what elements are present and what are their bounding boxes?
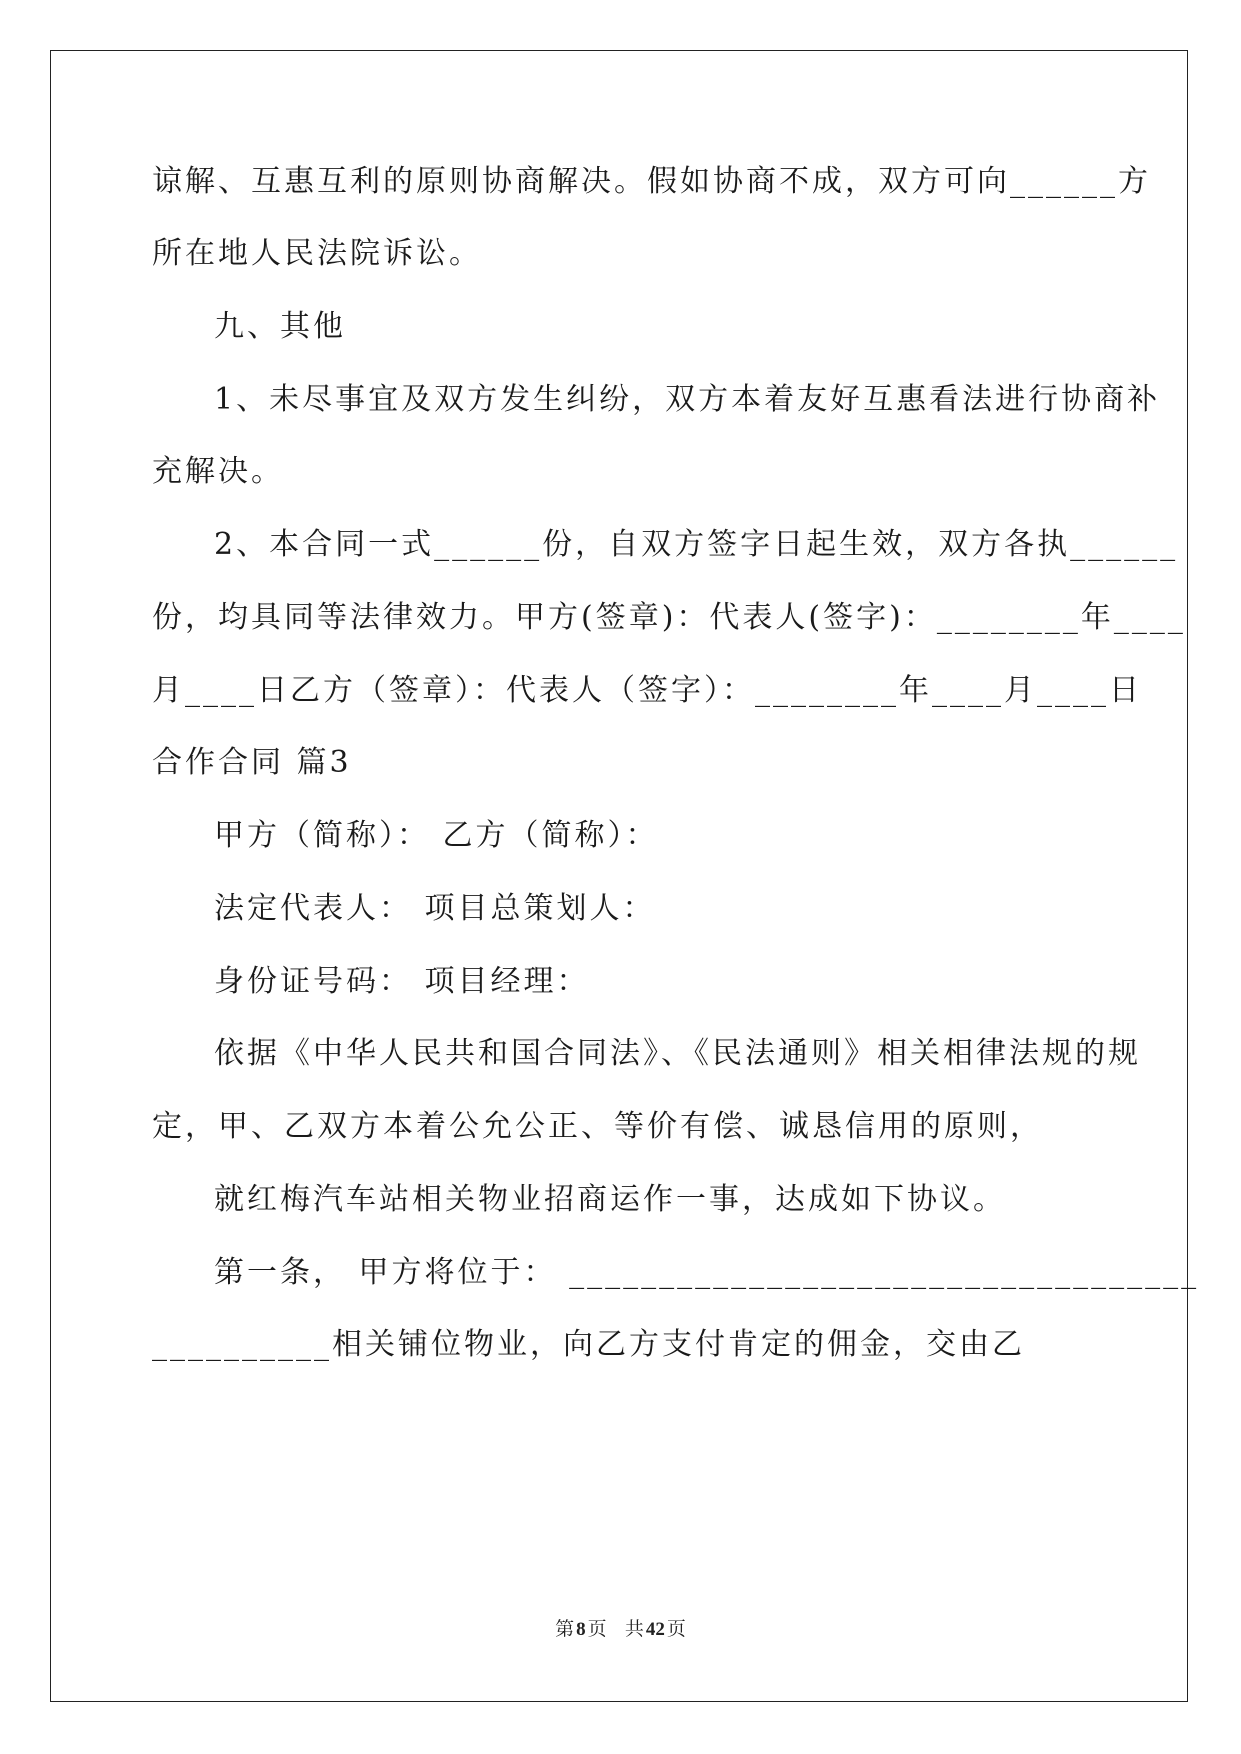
paragraph-line: 就红梅汽车站相关物业招商运作一事，达成如下协议。	[214, 1182, 1006, 1217]
page-prefix: 第	[555, 1619, 575, 1640]
paragraph-line: 1、未尽事宜及双方发生纠纷，双方本着友好互惠看法进行协商补	[214, 382, 1161, 417]
page-suffix: 页	[587, 1619, 607, 1640]
paragraph-line: 谅解、互惠互利的原则协商解决。假如协商不成，双方可向______方	[152, 164, 1151, 199]
page-border	[50, 50, 1188, 1702]
party-line: 法定代表人： 项目总策划人：	[214, 891, 656, 926]
party-line: 甲方（简称）： 乙方（简称）：	[214, 818, 659, 853]
total-pages: 42	[645, 1619, 665, 1640]
paragraph-line: 所在地人民法院诉讼。	[152, 236, 482, 271]
paragraph-line: 依据《中华人民共和国合同法》、《民法通则》相关相律法规的规	[214, 1036, 1141, 1071]
paragraph-line: 月____日乙方（签章）：代表人（签字）：________年____月____日	[152, 673, 1142, 708]
paragraph-line: __________相关铺位物业，向乙方支付肯定的佣金，交由乙	[152, 1327, 1025, 1362]
section-heading: 九、其他	[214, 309, 346, 344]
total-prefix: 共	[624, 1619, 644, 1640]
party-line: 身份证号码： 项目经理：	[214, 964, 590, 999]
paragraph-line: 2、本合同一式______份，自双方签字日起生效，双方各执______	[214, 527, 1179, 562]
total-suffix: 页	[666, 1619, 686, 1640]
page-number: 8	[576, 1619, 586, 1640]
section-title: 合作合同 篇3	[152, 745, 352, 780]
paragraph-line: 定，甲、乙双方本着公允公正、等价有偿、诚恳信用的原则，	[152, 1109, 1043, 1144]
article-line: 第一条， 甲方将位于： ___________________________________	[214, 1255, 1200, 1290]
paragraph-line: 份，均具同等法律效力。甲方(签章)：代表人(签字)：________年____	[152, 600, 1186, 635]
paragraph-line: 充解决。	[152, 454, 284, 489]
page-footer	[0, 1618, 1241, 1642]
